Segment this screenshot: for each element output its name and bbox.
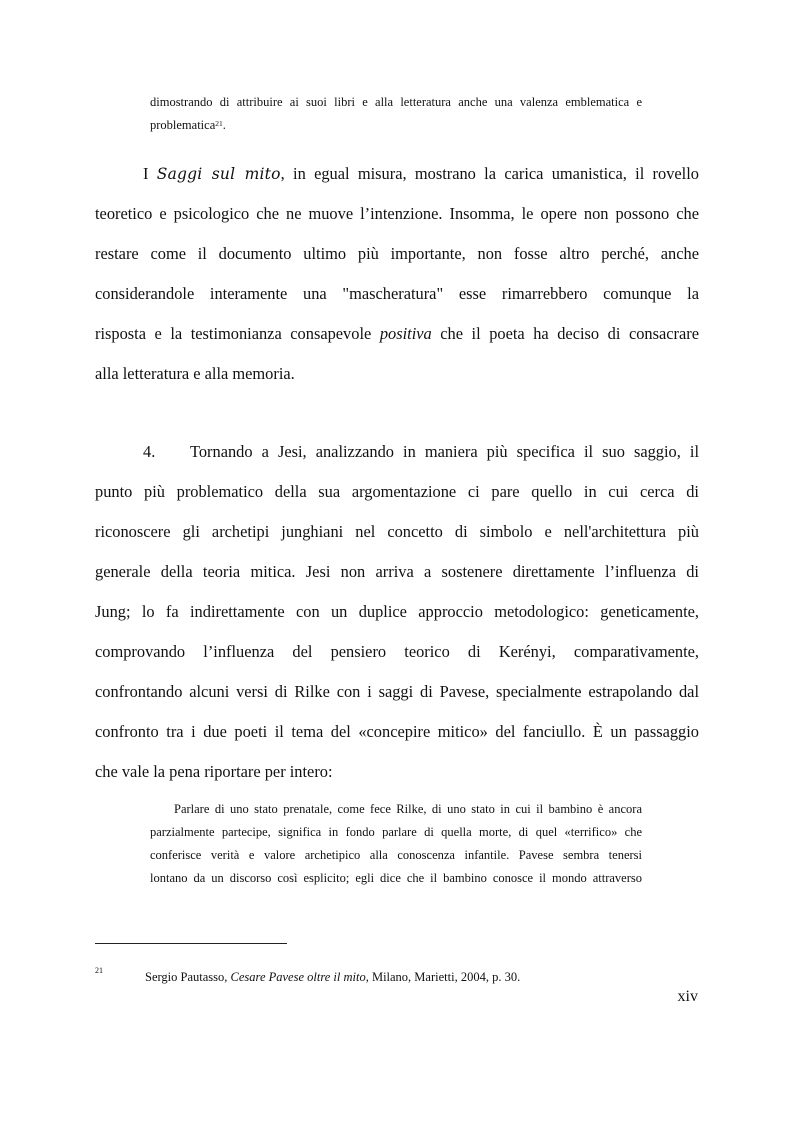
footnote-divider [95,943,287,944]
block-quote-jesi [150,798,642,890]
paragraph-line: confrontando alcuni versi di Rilke con i saggi di Pavese, specialmente estrapolando dal [95,682,699,701]
paragraph-line: alla letteratura e alla memoria. [95,364,295,383]
footnote-number: 21 [95,966,103,975]
paragraph-line: generale della teoria mitica. Jesi non arriva a sostenere direttamente l’influenza di [95,562,699,581]
italic-word: positiva [379,324,432,343]
paragraph-line: considerandole interamente una "mascheratura" esse rimarrebbero comunque la [95,284,699,303]
paragraph-line: Jung; lo fa indirettamente con un duplice approccio metodologico: geneticamente, [95,602,699,621]
quote-line [150,114,642,137]
footnote-text: Sergio Pautasso, Cesare Pavese oltre il mito, Milano, Marietti, 2004, p. 30. [145,970,521,984]
paragraph-line: punto più problematico della sua argomentazione ci pare quello in cui cerca di [95,482,699,501]
quote-line: parzialmente partecipe, significa in fondo parlare di quella morte, di quel «terrifico» che [150,825,642,839]
quote-line: lontano da un discorso così esplicito; egli dice che il bambino conosce il mondo attraverso [150,871,642,885]
paragraph-saggi-sul-mito [95,154,699,394]
paragraph-line: 4. Tornando a Jesi, analizzando in maniera più specifica il suo saggio, il [95,432,699,472]
section-number: 4. [143,442,156,461]
paragraph-line: che vale la pena riportare per intero: [95,762,333,781]
paragraph-line: restare come il documento ultimo più importante, non fosse altro perché, anche [95,244,699,263]
block-quote-top [150,91,642,137]
paragraph-line: comprovando l’influenza del pensiero teorico di Kerényi, comparativamente, [95,642,699,661]
paragraph-line: teoretico e psicologico che ne muove l’intenzione. Insomma, le opere non possono che [95,204,699,223]
quote-text: problematica [150,118,216,132]
quote-line: Parlare di uno stato prenatale, come fece Rilke, di uno stato in cui il bambino è ancora [174,802,642,816]
paragraph-section-4 [95,432,699,792]
paragraph-line: riconoscere gli archetipi junghiani nel concetto di simbolo e nell'architettura più [95,522,699,541]
footnote-italic-title: Cesare Pavese oltre il mito, [230,970,369,984]
quote-line: conferisce verità e valore archetipico alla conoscenza infantile. Pavese sembra tenersi [150,848,642,862]
paragraph-line: confronto tra i due poeti il tema del «concepire mitico» del fanciullo. È un passaggio [95,722,699,741]
quote-line: dimostrando di attribuire ai suoi libri e alla letteratura anche una valenza emblematica e [150,95,642,109]
quote-text: . [222,118,226,132]
paragraph-line: risposta e la testimonianza consapevole positiva che il poeta ha deciso di consacrare [95,324,699,343]
paragraph-line: I Saggi sul mito, in egual misura, mostrano la carica umanistica, il rovello [143,164,699,183]
page-number: xiv [677,988,698,1005]
footnote-ref[interactable]: 21 [215,119,223,128]
italic-title: Saggi sul mito [156,165,281,183]
